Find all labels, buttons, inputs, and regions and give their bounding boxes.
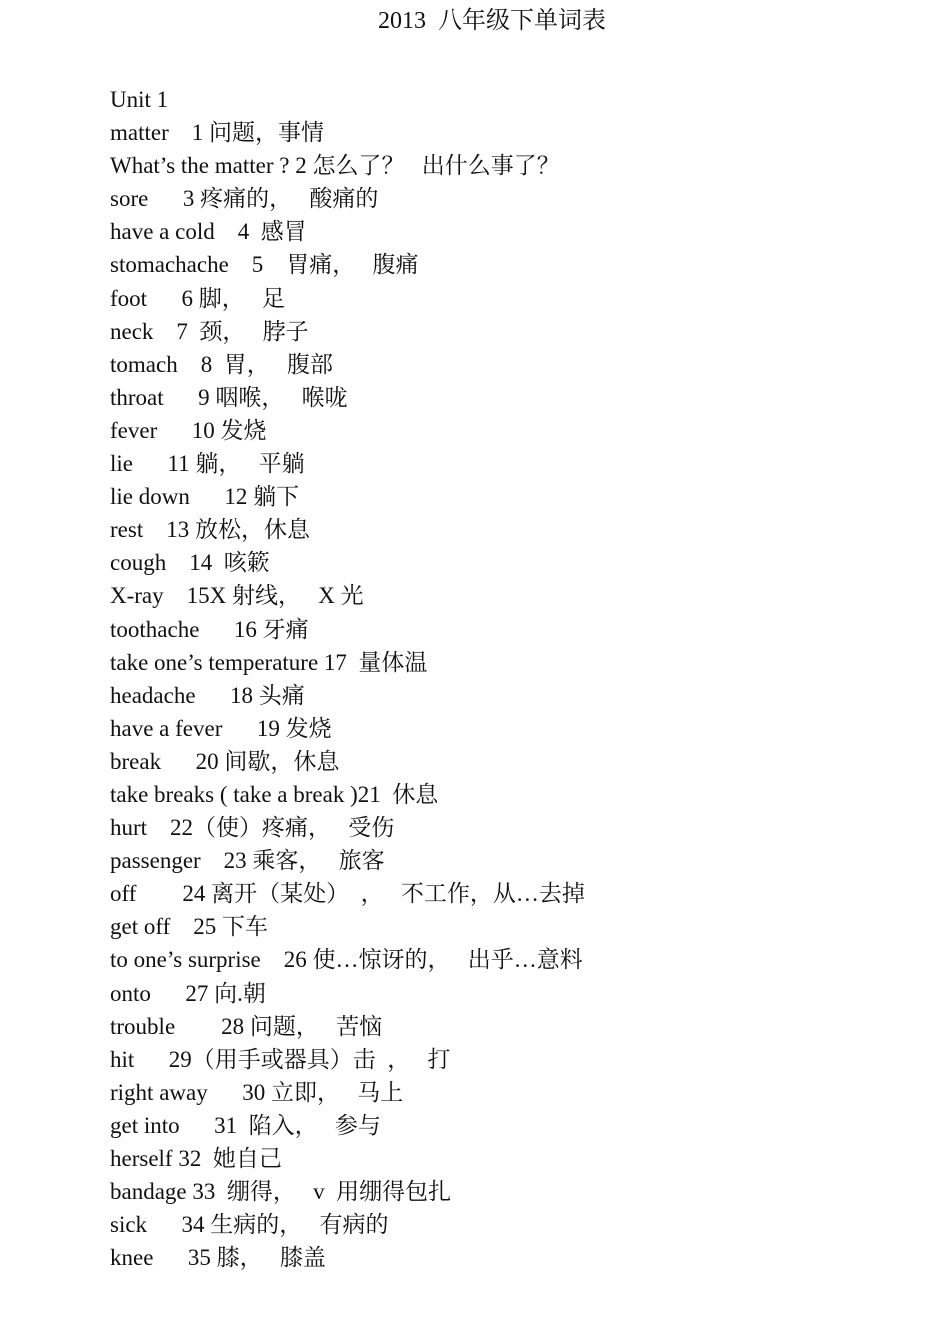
list-item: neck 7 颈， 脖子 (110, 318, 309, 344)
list-item: rest 13 放松，休息 (110, 517, 310, 543)
list-item: herself 32 她自己 (110, 1146, 282, 1171)
list-item: tomach 8 胃， 腹部 (110, 351, 333, 377)
list-item: get into 31 陷入， 参与 (110, 1112, 381, 1138)
list-item: foot 6 脚， 足 (110, 285, 286, 311)
list-item: get off 25 下车 (110, 914, 269, 940)
list-item: take one’s temperature 17 量体温 (110, 649, 428, 675)
list-item: take breaks ( take a break )21 休息 (110, 781, 439, 807)
page-title: 2013 八年级下单词表 (378, 8, 606, 34)
list-item: break 20 间歇，休息 (110, 748, 340, 774)
list-item: fever 10 发烧 (110, 417, 267, 443)
list-item: trouble 28 问题， 苦恼 (110, 1013, 383, 1039)
list-item: knee 35 膝， 膝盖 (110, 1245, 326, 1271)
list-item: What’s the matter ? 2 怎么了？ 出什么事了？ (110, 153, 560, 179)
list-item: passenger 23 乘客， 旅客 (110, 848, 385, 874)
list-item: hit 29（用手或器具）击 ， 打 (110, 1046, 451, 1072)
list-item: headache 18 头痛 (110, 682, 305, 708)
list-item: X-ray 15X 射线， X 光 (110, 583, 364, 609)
list-item: hurt 22（使）疼痛， 受伤 (110, 815, 395, 841)
list-item: stomachache 5 胃痛， 腹痛 (110, 252, 419, 278)
list-item: to one’s surprise 26 使…惊讶的， 出乎…意料 (110, 947, 583, 973)
list-item: sick 34 生病的， 有病的 (110, 1212, 389, 1238)
list-item: matter 1 问题，事情 (110, 120, 324, 146)
list-item: onto 27 向.朝 (110, 980, 266, 1006)
list-item: bandage 33 绷得， v 用绷得包扎 (110, 1179, 452, 1205)
list-item: have a fever 19 发烧 (110, 715, 332, 741)
list-item: lie 11 躺， 平躺 (110, 451, 305, 477)
list-item: off 24 离开（某处） ， 不工作，从…去掉 (110, 881, 585, 907)
list-item: toothache 16 牙痛 (110, 616, 309, 642)
list-item: cough 14 咳簌 (110, 550, 270, 576)
list-item: sore 3 疼痛的， 酸痛的 (110, 186, 379, 212)
word-list (110, 83, 930, 1274)
list-item: right away 30 立即， 马上 (110, 1079, 404, 1105)
list-item: throat 9 咽喉， 喉咙 (110, 384, 348, 410)
unit-heading: Unit 1 (110, 87, 169, 112)
list-item: have a cold 4 感冒 (110, 219, 307, 245)
list-item: lie down 12 躺下 (110, 484, 300, 510)
